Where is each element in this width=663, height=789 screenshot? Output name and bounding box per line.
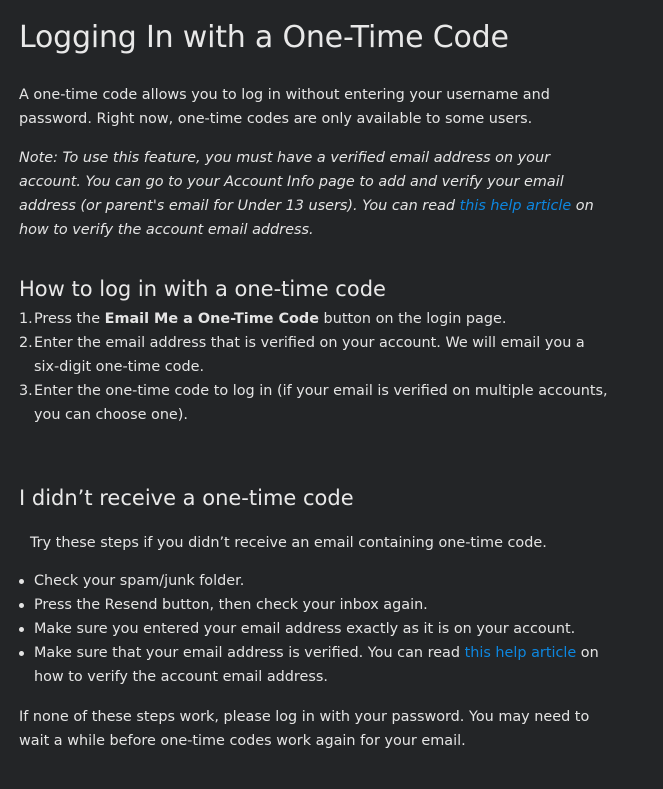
bullet-icon <box>19 651 24 656</box>
step-item <box>19 331 609 379</box>
list-item <box>19 569 614 593</box>
step-text-suffix: button on the login page. <box>318 311 507 327</box>
help-article-link[interactable]: this help article <box>459 198 572 214</box>
note-text-before-link: Note: To use this feature, you must have a verified email address on your account. You can go to your Account Info page to add and verify your email address (or parent's email for Under 13 users). You can read <box>19 150 564 214</box>
bullet-icon <box>19 603 24 608</box>
intro-paragraph: A one-time code allows you to log in without entering your username and password. Right now, one-time codes are only available to some users. <box>19 87 550 127</box>
list-item-text: Check your spam/junk folder. <box>34 573 245 589</box>
troubleshooting-list <box>19 569 614 689</box>
list-item-text-before-link: Make sure that your email address is verified. You can read <box>34 645 465 661</box>
note-paragraph <box>19 146 614 242</box>
list-item <box>19 641 614 689</box>
page-title: Logging In with a One-Time Code <box>19 20 509 55</box>
help-article-link[interactable]: this help article <box>464 645 577 661</box>
list-item-text: Press the Resend button, then check your inbox again. <box>34 597 428 613</box>
note-text-after-link: on how to verify the account email address. <box>19 198 594 238</box>
list-item <box>19 617 614 641</box>
step-text: Enter the email address that is verified on your account. We will email you a six-digit one-time code. <box>34 335 585 375</box>
closing-paragraph: If none of these steps work, please log in with your password. You may need to wait a while before one-time codes work again for your email. <box>19 709 590 749</box>
not-received-intro: Try these steps if you didn’t receive an email containing one-time code. <box>30 535 547 551</box>
step-item <box>19 379 609 427</box>
step-text: Enter the one-time code to log in (if your email is verified on multiple accounts, you can choose one). <box>34 383 608 423</box>
list-item-text-after-link: on how to verify the account email address. <box>34 645 599 685</box>
step-number: 2. <box>19 335 33 351</box>
how-to-heading: How to log in with a one-time code <box>19 277 386 301</box>
bullet-icon <box>19 627 24 632</box>
step-button-name: Email Me a One-Time Code <box>104 311 319 327</box>
not-received-heading: I didn’t receive a one-time code <box>19 486 354 510</box>
step-number: 3. <box>19 383 33 399</box>
list-item-text: Make sure you entered your email address exactly as it is on your account. <box>34 621 576 637</box>
step-text-prefix: Press the <box>34 311 105 327</box>
how-to-steps-list <box>19 307 609 427</box>
step-item <box>19 307 609 331</box>
list-item <box>19 593 614 617</box>
bullet-icon <box>19 579 24 584</box>
step-number: 1. <box>19 311 33 327</box>
